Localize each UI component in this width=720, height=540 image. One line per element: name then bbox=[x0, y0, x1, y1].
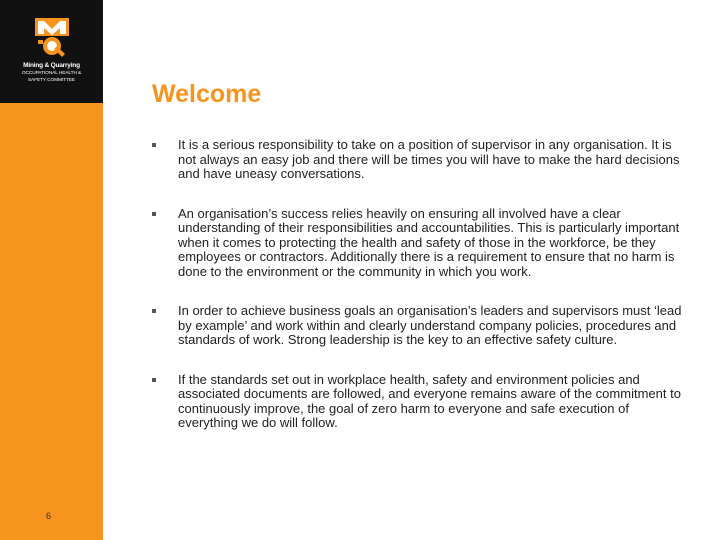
committee-logo bbox=[0, 0, 103, 103]
logo-text-secondary: OCCUPATIONAL HEALTH & bbox=[21, 71, 82, 76]
bullet-square-icon bbox=[152, 143, 156, 147]
bullet-list bbox=[152, 138, 692, 456]
bullet-text: An organisation’s success relies heavily on ensuring all involved have a clear understanding of their responsibilities and accountabilities. This is particularly important when it comes to protecting the health and safety of those in the workforce, be they employees or contractors. Additionally there is a requirement to ensure that no harm is done to the environment or the community in which you work. bbox=[178, 205, 680, 279]
mq-logo-icon bbox=[35, 18, 69, 58]
bullet-text: If the standards set out in workplace health, safety and environment policies and associated documents are followed, and everyone remains aware of the commitment to continuously improve, the goal of zero harm to everyone and safe execution of everything we do will follow. bbox=[178, 371, 681, 430]
bullet-item bbox=[152, 207, 692, 280]
bullet-square-icon bbox=[152, 212, 156, 216]
bullet-item bbox=[152, 373, 692, 431]
bullet-text: It is a serious responsibility to take on a position of supervisor in any organisation. It is not always an easy job and there will be times you will have to make the hard decisions and have uneasy conversations. bbox=[178, 137, 680, 181]
bullet-item bbox=[152, 304, 692, 348]
logo-text-primary: Mining & Quarrying bbox=[23, 62, 80, 69]
slide-title: Welcome bbox=[152, 80, 262, 108]
logo-text-tertiary: SAFETY COMMITTEE bbox=[27, 78, 76, 83]
page-number: 6 bbox=[46, 511, 52, 521]
bullet-item bbox=[152, 138, 692, 182]
bullet-square-icon bbox=[152, 309, 156, 313]
bullet-square-icon bbox=[152, 378, 156, 382]
bullet-text: In order to achieve business goals an organisation’s leaders and supervisors must ‘lead by example’ and work within and clearly understand company policies, procedures and standards of work. Strong leadership is the key to an effective safety culture. bbox=[178, 303, 682, 347]
